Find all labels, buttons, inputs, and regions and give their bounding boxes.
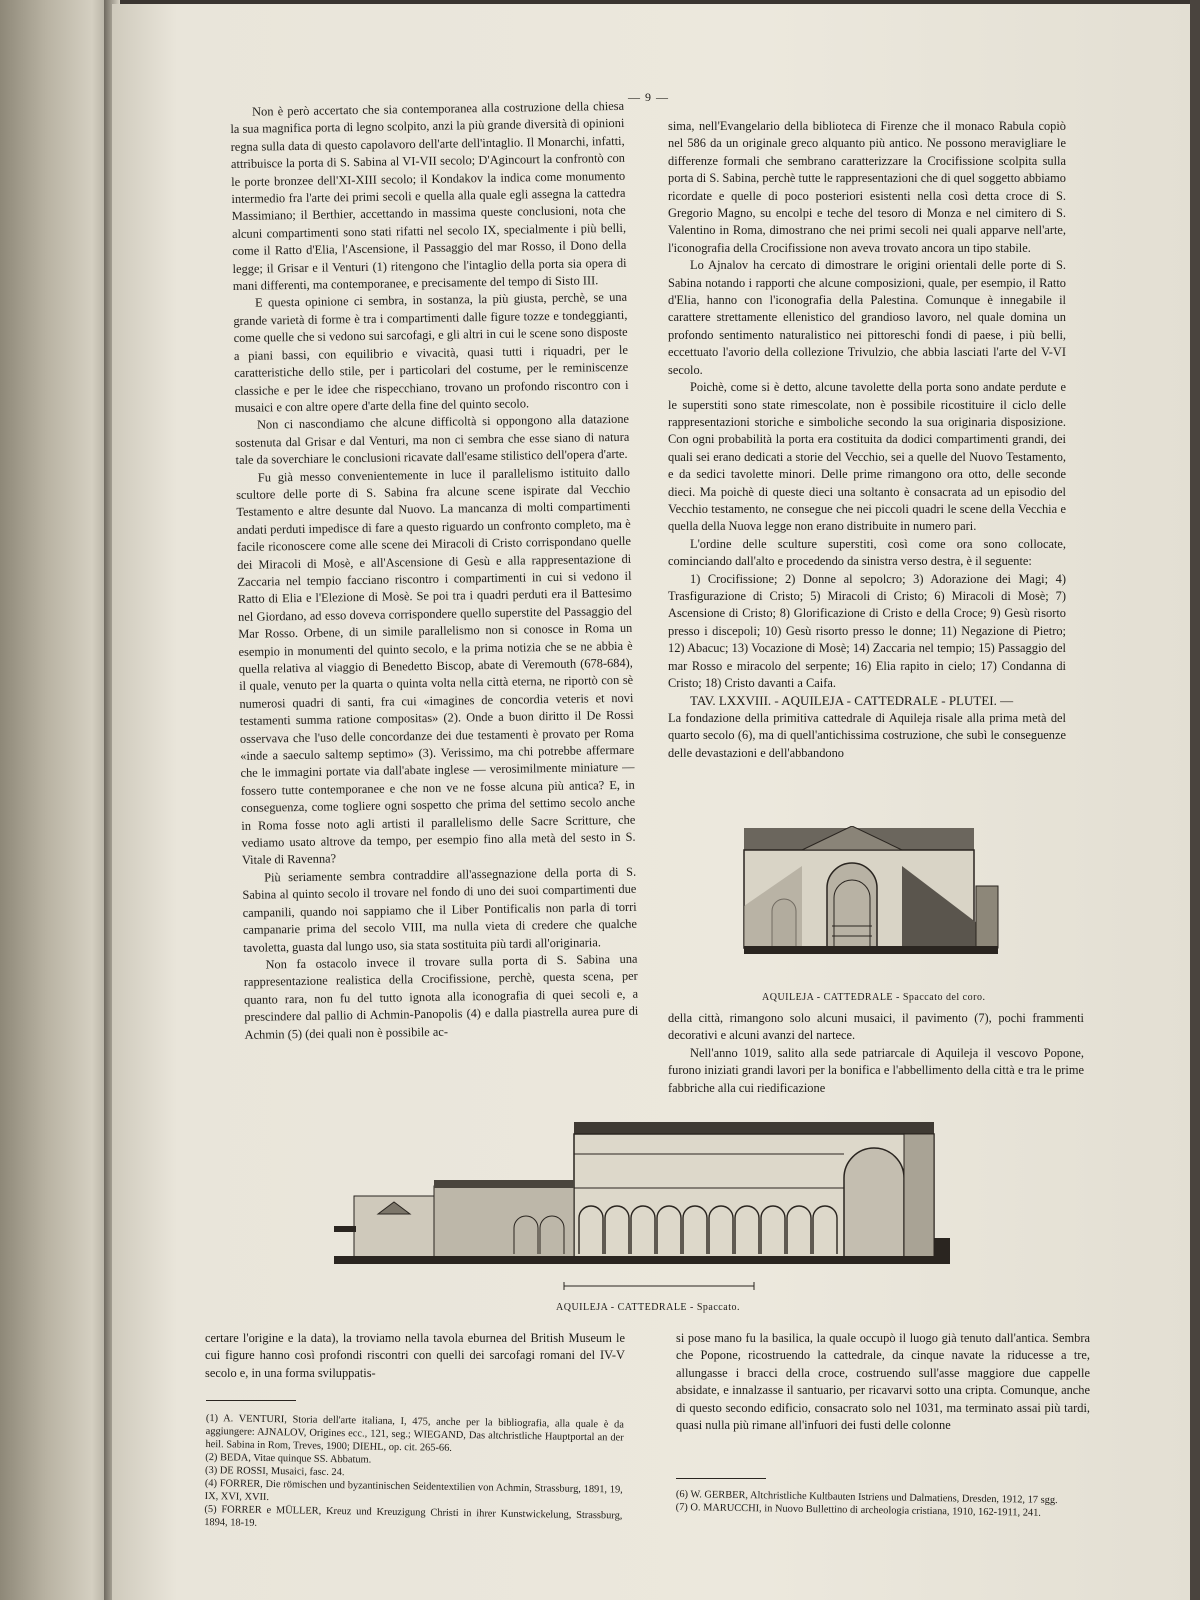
paragraph: Nell'anno 1019, salito alla sede patriarcale di Aquileja il vescovo Popone, furono iniziati grandi lavori per la bonifica e l'abbellimento della città e tra le prime fabbriche alla cui riedificazione [668, 1045, 1084, 1095]
footnotes-left [204, 1412, 624, 1536]
footnote: (5) FORRER e MÜLLER, Kreuz und Kreuzigung Christi in ihrer Kunstwickelung, Strassburg, 1894, 18-19. [204, 1503, 623, 1529]
paragraph: Non è però accertato che sia contemporanea alla costruzione della chiesa la sua magnifica porta di legno scolpito, anzi la più grande diversità di opinioni regna sulla data di questo capolavoro dell'arte dell'intaglio. Il Monarchi, infatti, attribuisce la porta di S. Sabina al VI-VII secolo; D'Agincourt la confrontò con le porte bronzee dell'XI-XIII secolo; il Kondakov la indica come monumento intermedio fra l'arte dei primi secoli e quella alla quale egli assegna la cattedra Massimiano; il Berthier, accettando in massima queste conclusioni, nota che alcuni compartimenti sono stati rifatti nel secolo IX, specialmente i più belli, come il Ratto d'Elia, l'Ascensione, il Passaggio del mar Rosso, il Dono della legge; il Grisar e il Venturi (1) ritengono che l'intaglio della porta sia opera di mani differenti, ma contemporanee, e precisamente del tempo di Sisto III. [230, 98, 627, 294]
paragraph: Lo Ajnalov ha cercato di dimostrare le origini orientali delle porte di S. Sabina notando i rapporti che alcune composizioni, quale, per esempio, il Ratto d'Elia, hanno con l'iconografia della Palestina. Comunque è innegabile il carattere strettamente ellenistico del grandioso lavoro, nel quale domina un profondo sentimento naturalistico nei pittoreschi fondi di paese, i più belli, eccettuato l'avorio della collezione Trivulzio, che abbia lasciati l'arte del V-VI secolo. [668, 258, 1066, 377]
paragraph: Poichè, come si è detto, alcune tavolette della porta sono andate perdute e le superstiti sono state rimescolate, non è possibile ricostituire il ciclo delle rappresentazioni storiche e simboliche secondo la sua originaria disposizione. Con ogni probabilità la porta era costituita da dodici compartimenti grandi, dei quali sei erano dedicati a storie del Vecchio, sei a quelle del Nuovo Testamento, e da sedici tavolette minori. Delle prime rimangono ora otto, delle seconde dieci. Ma poichè di queste dieci una soltanto è consacrata ad un episodio del Vecchio testamento, ne consegue che nei piccoli quadri le scene della Vecchia e quella della Nuova legge non erano distribuite in numero pari. [668, 380, 1066, 534]
left-column-top [230, 98, 639, 1044]
right-column-top [668, 118, 1066, 762]
choir-section-drawing [732, 826, 1022, 976]
paragraph: sima, nell'Evangelario della biblioteca di Firenze che il monaco Rabula copiò nel 586 da un originale greco alquanto più antico. Ne possono meravigliare le differenze formali che sembrano caratterizzare la Crocifissione scolpita sulla porta di S. Sabina, perchè tutte le rappresentazioni che di quel soggetto abbiamo ricordate e quelle di poco posteriori esistenti nella così detta croce di S. Gregorio Magno, su encolpi e teche del tesoro di Monza e nel cimitero di S. Valentino in Roma, dimostrano che nei primi secoli nei quali apparve nell'arte, l'iconografia della Crocifissione non aveva trovato ancora un tipo stabile. [668, 119, 1066, 255]
paragraph: Più seriamente sembra contraddire all'assegnazione della porta di S. Sabina al quinto secolo il trovare nel fondo di uno dei suoi compartimenti due campanili, quando noi sappiamo che il Liber Pontificalis non parla di torri campanarie prima del secolo VIII, ma nulla vieta di credere che qualche tavoletta, guasta dal lungo uso, sia stata sostituita più tardi all'originaria. [242, 864, 638, 955]
paragraph: si pose mano fu la basilica, la quale occupò il luogo già tenuto dall'antica. Sembra che Popone, ricostruendo la cattedrale, da cinque navate la riducesse a tre, allungasse i bracci della croce, costruendo sull'asse maggiore due cappelle absidate, e innalzasse il santuario, per ricavarvi sotto una cripta. Comunque, anche di questo secondo edificio, consacrato solo nel 1031, ma terminato assai più tardi, quasi nulla più rimane all'infuori dei fusti delle colonne [676, 1331, 1090, 1433]
paragraph: Fu già messo convenientemente in luce il parallelismo istituito dallo scultore delle porte di S. Sabina fra alcune scene ispirate dal Vecchio Testamento e altre desunte dal Nuovo. La mancanza di molti compartimenti andati perduti impedisce di fare a questo riguardo un confronto completo, ma è facile riconoscere come alle scene dei Miracoli di Cristo corrispondano quelle dei Miracoli di Mosè, e all'Ascensione di Gesù e alla rappresentazione di Zaccaria nel tempio facciano riscontro i compartimenti in cui si vedono il Ratto di Elia e l'Elezione di Mosè. Se poi tra i quadri perduti era il Battesimo nel Giordano, ad esso doveva corrispondere quello superstite del Passaggio del Mar Rosso. Orbene, di un simile parallelismo non si conosce in Roma un esempio in monumenti del quinto secolo, e la prima notizia che se ne abbia è quella relativa al viaggio di Benedetto Biscop, abate di Veremouth (678-684), il quale, venuto per la quarta o quinta volta nella città eterna, ne riportò con sè numerosi quadri di santi, fra cui «imagines de concordia veteris et novi testamenti summa ratione compositas» (2). Onde a buon diritto il De Rossi osservava che l'uso delle concordanze dei due testamenti è provato per Roma «inde a saeculo saltemp septimo» (3). Verissimo, ma chi potrebbe affermare che le immagini portate via dall'abate inglese — verosimilmente miniature — fossero tutte contemporanee e che non ve ne fosse alcuna più antica? E, in conseguenza, come togliere ogni sospetto che prima del settimo secolo anche in Roma fosse noto agli artisti il parallelismo delle Sacre Scritture, che vediamo usato altrove da tempo, per esempio fino alla metà del sesto in S. Vitale di Ravenna? [236, 464, 636, 868]
figure-caption: AQUILEJA - CATTEDRALE - Spaccato. [556, 1302, 740, 1313]
footnote: (1) A. VENTURI, Storia dell'arte italiana, I, 475, anche per la bibliografia, alla quale è da aggiungere: AJNALOV, Origines ecc., 121, seg.; WIEGAND, Das altchristliche Hauptportal an der heil. Sabina in Rom, Treves, 1900; DIEHL, op. cit. 265-66. [205, 1412, 624, 1454]
footnote: (6) W. GERBER, Altchristliche Kultbauten Istriens und Dalmatiens, Dresden, 1912, 17 sgg. [675, 1488, 1058, 1506]
footnote: (4) FORRER, Die römischen und byzantinischen Seidentextilien von Achmin, Strassburg, 1891, 19, IX, XVI, XVII. [204, 1477, 623, 1503]
footnote: (3) DE ROSSI, Musaici, fasc. 24. [204, 1464, 345, 1479]
page-edge-shadow [1190, 0, 1200, 1600]
page-number: — 9 — [628, 90, 669, 104]
footnote: (7) O. MARUCCHI, in Nuovo Bullettino di archeologia cristiana, 1910, 162-1911, 241. [675, 1501, 1042, 1519]
paragraph: E questa opinione ci sembra, in sostanza, la più giusta, perchè, se una grande varietà di forme è tra i compartimenti dalle figure tozze e tondeggianti, come quelle che si vedono sui sarcofagi, e gli altri in cui le scene sono disposte a piani bassi, con equilibrio e vivacità, quasi tutti i riquadri, per le caratteristiche dello stile, per i particolari del costume, per le reminiscenze classiche e per le idee che rispecchiano, trovano un profondo riscontro con i musaici e con altre opere d'arte della fine del quinto secolo. [233, 290, 629, 415]
left-column-bottom [205, 1330, 625, 1382]
paragraph: La fondazione della primitiva cattedrale di Aquileja risale alla prima metà del quarto secolo (6), ma di quell'antichissima costruzione, che subì le conseguenze delle devastazioni e dell'abbandono [668, 710, 1066, 760]
paragraph: della città, rimangono solo alcuni musaici, il pavimento (7), pochi frammenti decorativi e alcuni avanzi del nartece. [668, 1011, 1084, 1043]
paragraph: Non fa ostacolo invece il trovare sulla porta di S. Sabina una rappresentazione realistica della Crocifissione, perchè, questa scena, per quanto rara, non fu del tutto ignota alla iconografia di quei secoli e, a prescindere dal pallio di Achmin-Panopolis (4) e dalla piastrella aurea pure di Achmin (5) (dei quali non è possibile ac- [243, 951, 639, 1042]
paragraph: 1) Crocifissione; 2) Donne al sepolcro; 3) Adorazione dei Magi; 4) Trasfigurazione di Cristo; 5) Miracoli di Cristo; 6) Miracoli di Mosè; 7) Ascensione di Cristo; 8) Glorificazione di Cristo e della Croce; 9) Gesù risorto presso i discepoli; 10) Gesù risorto presso le donne; 11) Negazione di Pietro; 12) Abacuc; 13) Vocazione di Mosè; 14) Zaccaria nel tempio; 15) Passaggio del mar Rosso e miracolo del serpente; 16) Elia rapito in cielo; 17) Condanna di Cristo; 18) Cristo davanti a Caifa. [668, 571, 1066, 690]
cathedral-section-drawing [334, 1118, 970, 1298]
footnote-rule [206, 1400, 296, 1401]
figure-caption: AQUILEJA - CATTEDRALE - Spaccato del coro. [762, 992, 986, 1003]
paragraph: certare l'origine e la data), la troviamo nella tavola eburnea del British Museum le cui figure hanno così profondi riscontri con quelli dei sarcofagi romani del IV-V secolo e, in una forma sviluppatis- [205, 1331, 625, 1380]
right-column-bottom [676, 1330, 1090, 1434]
paragraph: Non ci nascondiamo che alcune difficoltà si oppongono alla datazione sostenuta dal Grisar e dal Venturi, ma non ci sembra che esse siano di natura tale da soverchiare le conclusioni ricavate dall'esame stilistico dell'opera d'arte. [235, 412, 630, 468]
footnote-rule [676, 1478, 766, 1479]
facing-page-edge [0, 0, 118, 1600]
paragraph: L'ordine delle sculture superstiti, così come ora sono collocate, cominciando dall'alto e procedendo da sinistra verso destra, è il seguente: [668, 536, 1066, 569]
footnote: (2) BEDA, Vitae quinque SS. Abbatum. [205, 1451, 372, 1466]
plate-heading: TAV. LXXVIII. - AQUILEJA - CATTEDRALE - PLUTEI. — [690, 693, 1014, 709]
right-column-middle [668, 1010, 1084, 1097]
